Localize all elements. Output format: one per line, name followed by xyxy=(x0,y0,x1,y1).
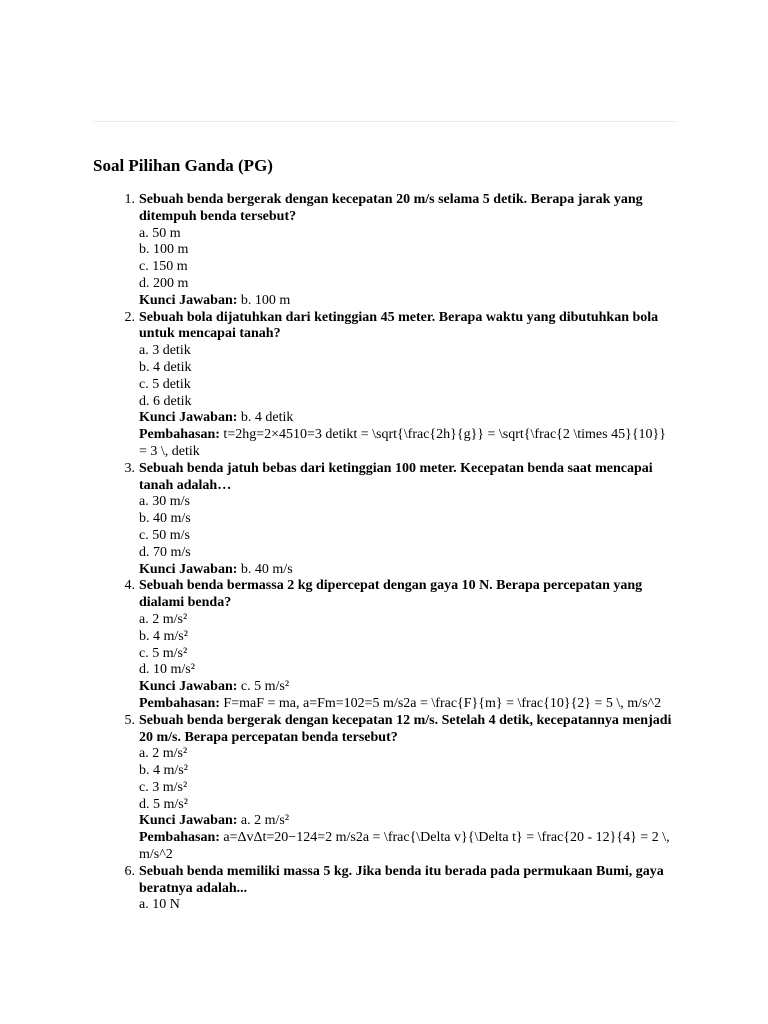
question-number: 5. xyxy=(124,712,135,728)
answer-option: b. 4 m/s² xyxy=(139,763,188,779)
answer-key xyxy=(139,679,677,696)
answer-option: b. 40 m/s xyxy=(139,511,191,527)
answer-option: d. 6 detik xyxy=(139,393,192,409)
question-item xyxy=(93,192,677,310)
answer-option: c. 5 m/s² xyxy=(139,645,188,661)
question-number: 3. xyxy=(124,460,135,476)
answer-option: a. 30 m/s xyxy=(139,494,190,510)
answer-option: a. 2 m/s² xyxy=(139,611,188,627)
question-item xyxy=(93,578,677,712)
answer-option: a. 2 m/s² xyxy=(139,746,188,762)
question-text: Sebuah benda bermassa 2 kg dipercepat dengan gaya 10 N. Berapa percepatan yang dialami benda? xyxy=(139,578,643,611)
question-number: 6. xyxy=(124,863,135,879)
explanation-text: F=maF = ma, a=Fm=102=5 m/s2a = \frac{F}{m} = \frac{10}{2} = 5 \, m/s^2 xyxy=(219,695,662,711)
top-divider xyxy=(93,121,676,122)
answer-key xyxy=(139,293,677,310)
answer-option: a. 3 detik xyxy=(139,343,191,359)
answer-key-value: c. 5 m/s² xyxy=(237,679,290,695)
explanation-text: t=2hg=2×4510=3 detikt = \sqrt{\frac{2h}{g}} = \sqrt{\frac{2 \times 45}{10}} = 3 \, detik xyxy=(139,427,666,459)
question-item xyxy=(93,864,677,914)
answer-key-value: a. 2 m/s² xyxy=(237,813,290,829)
answer-option: c. 3 m/s² xyxy=(139,779,188,795)
explanation-label: Pembahasan: xyxy=(139,830,220,846)
question-item xyxy=(93,713,677,864)
answer-option: c. 150 m xyxy=(139,259,188,275)
answer-option: d. 200 m xyxy=(139,275,189,291)
answer-option: d. 10 m/s² xyxy=(139,662,195,678)
question-text: Sebuah benda bergerak dengan kecepatan 12 m/s. Setelah 4 detik, kecepatannya menjadi 20 m/s. Berapa percepatan benda tersebut? xyxy=(139,712,672,745)
answer-key-label: Kunci Jawaban: xyxy=(139,679,238,695)
question-text: Sebuah benda jatuh bebas dari ketinggian 100 meter. Kecepatan benda saat mencapai tanah adalah… xyxy=(139,460,653,493)
answer-option: a. 10 N xyxy=(139,897,180,913)
question-number: 4. xyxy=(124,578,135,594)
question-number: 2. xyxy=(124,309,135,325)
question-item xyxy=(93,461,677,579)
answer-key xyxy=(139,410,677,427)
answer-option: a. 50 m xyxy=(139,225,181,241)
question-text: Sebuah benda memiliki massa 5 kg. Jika benda itu berada pada permukaan Bumi, gaya beratnya adalah... xyxy=(139,863,664,896)
answer-option: b. 4 detik xyxy=(139,359,192,375)
answer-key-value: b. 4 detik xyxy=(237,410,294,426)
answer-option: c. 50 m/s xyxy=(139,527,190,543)
answer-option: d. 5 m/s² xyxy=(139,796,188,812)
answer-key-label: Kunci Jawaban: xyxy=(139,561,238,577)
answer-key xyxy=(139,562,677,579)
explanation xyxy=(139,830,677,864)
explanation xyxy=(139,427,677,461)
answer-key-label: Kunci Jawaban: xyxy=(139,410,238,426)
explanation-text: a=ΔvΔt=20−124=2 m/s2a = \frac{\Delta v}{\Delta t} = \frac{20 - 12}{4} = 2 \, m/s^2 xyxy=(139,830,670,863)
answer-option: b. 4 m/s² xyxy=(139,628,188,644)
section-title: Soal Pilihan Ganda (PG) xyxy=(93,156,273,175)
answer-key-label: Kunci Jawaban: xyxy=(139,813,238,829)
explanation xyxy=(139,696,677,713)
answer-key-value: b. 100 m xyxy=(237,292,291,308)
answer-option: d. 70 m/s xyxy=(139,544,191,560)
answer-key-value: b. 40 m/s xyxy=(237,561,293,577)
answer-key xyxy=(139,813,677,830)
answer-option: c. 5 detik xyxy=(139,376,191,392)
question-text: Sebuah benda bergerak dengan kecepatan 20 m/s selama 5 detik. Berapa jarak yang ditempuh benda tersebut? xyxy=(139,192,643,224)
answer-option: b. 100 m xyxy=(139,242,189,258)
question-text: Sebuah bola dijatuhkan dari ketinggian 45 meter. Berapa waktu yang dibutuhkan bola untuk mencapai tanah? xyxy=(139,309,659,342)
explanation-label: Pembahasan: xyxy=(139,695,220,711)
question-number: 1. xyxy=(124,192,135,207)
explanation-label: Pembahasan: xyxy=(139,427,220,443)
question-list xyxy=(93,192,677,914)
question-item xyxy=(93,310,677,461)
answer-key-label: Kunci Jawaban: xyxy=(139,292,238,308)
